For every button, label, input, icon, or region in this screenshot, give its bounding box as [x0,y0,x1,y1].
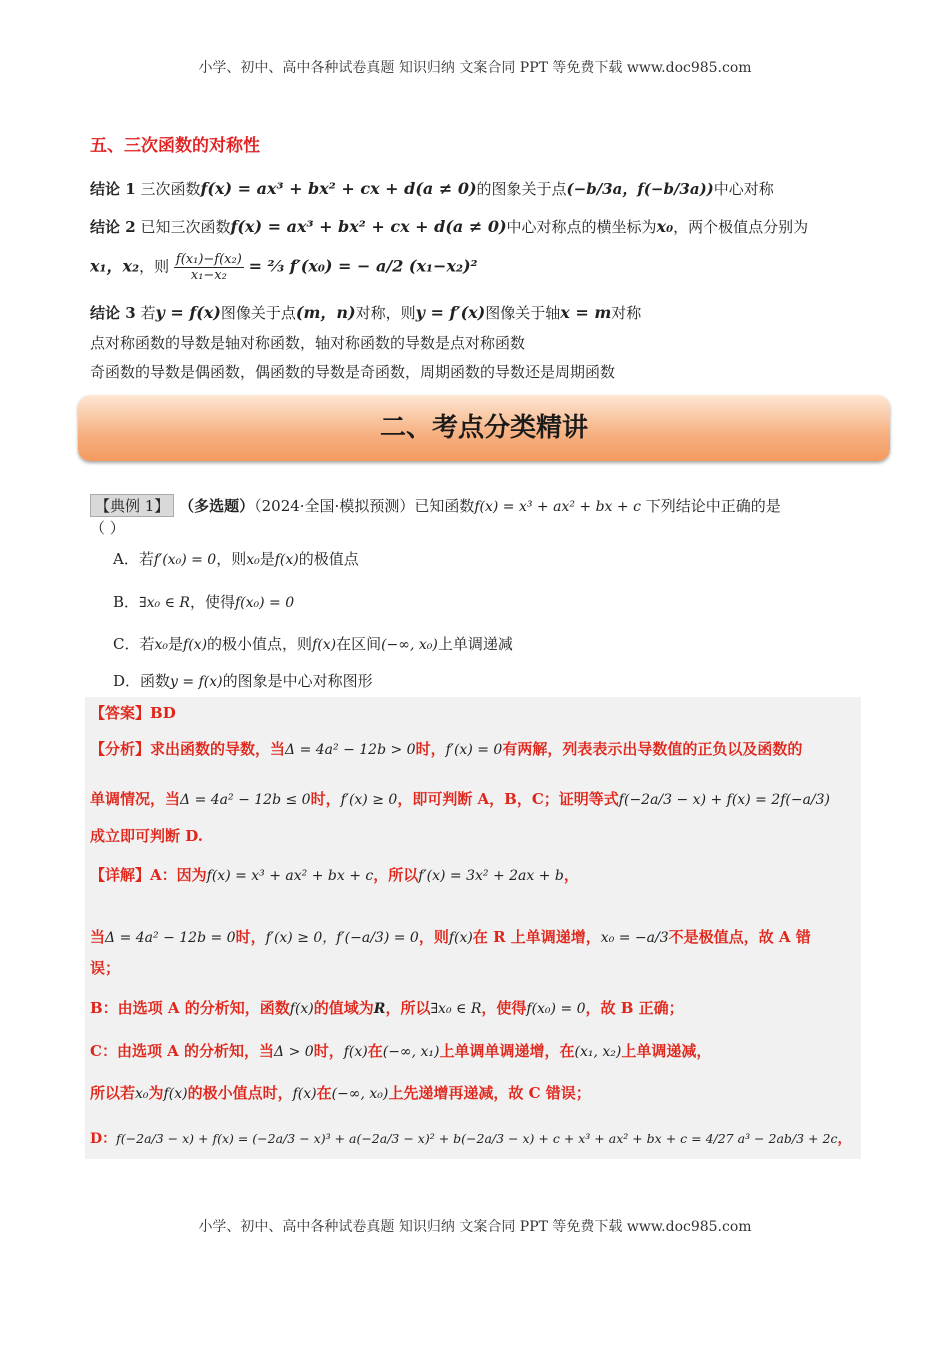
math: ∃x₀ ∈ R [139,595,190,611]
question: 下列结论中正确的是 [645,497,781,515]
text: 函数 [140,672,171,690]
text: ，所以 [373,866,419,884]
detail-label: 【详解】 [90,866,151,884]
text: ，所以 [385,999,431,1017]
denominator: x₁−x₂ [190,268,227,283]
formula: y = f′(x) [415,303,486,322]
analysis-label: 【分析】 [90,740,151,758]
math: x₀ [135,1086,149,1102]
page-header: 小学、初中、高中各种试卷真题 知识归纳 文案合同 PPT 等免费下载 www.doc985.com [198,60,752,76]
math: ∃x₀ ∈ R [430,1001,482,1017]
text: 的极值点 [298,550,359,568]
math: f′(x₀) = 0 [153,552,217,568]
detail-b [90,997,684,1018]
option-key: C． [113,635,140,653]
point: (m，n) [295,303,356,322]
text: 若 [138,550,154,568]
text: 在 R 上单调递增， [472,928,601,946]
text: 的极小值点时， [187,1084,293,1102]
text: ， [837,1131,852,1147]
math: f′(x) ≥ 0，f′(−a/3) = 0 [265,930,419,946]
text: 当 [90,928,106,946]
text: 在 [316,1084,332,1102]
x1-x2: x₁，x₂ [90,256,140,276]
text: 在区间 [336,635,382,653]
math: (−∞, x₀) [331,1086,389,1102]
text: D： [90,1131,117,1147]
text: 时， [313,1042,344,1060]
difference-quotient [174,252,244,283]
text: ，使得 [481,999,527,1017]
math: f(x) = x³ + ax² + bx + c [206,868,374,884]
text: ，则 [139,257,170,276]
text: 是 [259,550,275,568]
text: ，即可判断 A，B，C；证明等式 [397,790,619,808]
text: 上单调递减， [621,1042,712,1060]
text: 的图象是中心对称图形 [222,672,373,690]
text: 若 [140,304,156,322]
math: f(−2a/3 − x) + f(x) = 2f(−a/3) [618,792,831,808]
math: Δ = 4a² − 12b ≤ 0 [180,792,311,808]
text: 上单调单调递增，在 [439,1042,575,1060]
option-a [113,548,359,569]
center-point: (−b/3a，f(−b/3a)) [566,180,714,198]
text: ， [563,866,579,884]
equation: = ⅔ f′(x₀) = − a/2 (x₁−x₂)² [248,256,478,276]
text: ，则 [216,550,247,568]
math: f′(x) ≥ 0 [340,792,398,808]
text: 中心对称 [713,180,774,198]
answer-value: BD [150,704,176,722]
text: 的图象关于点 [476,180,567,198]
example-header [90,494,781,517]
page-footer: 小学、初中、高中各种试卷真题 知识归纳 文案合同 PPT 等免费下载 www.doc985.com [198,1219,752,1235]
text: A：因为 [150,866,207,884]
text: 对称 [611,304,642,322]
analysis-line-1 [90,738,802,759]
text: 时， [235,928,266,946]
math: x₀ [246,552,260,568]
text: 求出函数的导数，当 [150,740,286,758]
text: 所以若 [90,1084,136,1102]
text: 已知三次函数 [140,218,231,236]
math: x₀ [154,637,169,653]
text: 上单调递减 [437,635,513,653]
math: (−∞, x₁) [382,1044,440,1060]
detail-a-1 [90,864,579,885]
note-2: 奇函数的导数是偶函数，偶函数的导数是奇函数，周期函数的导数还是周期函数 [90,363,616,381]
answer-paren: （ ） [90,519,125,537]
analysis-line-3: 成立即可判断 D. [90,827,203,845]
math: f(x₀) = 0 [234,595,295,611]
text: ，故 B 正确； [585,999,684,1017]
answer-line [90,702,176,723]
text: 在 [367,1042,383,1060]
conclusion-1-label: 结论 1 [90,180,136,198]
conclusion-1 [90,178,774,199]
math: f(x) [183,637,208,653]
detail-c-1 [90,1040,711,1061]
analysis-line-2 [90,788,830,809]
math: f(x₀) = 0 [526,1001,586,1017]
text: 中心对称点的横坐标为 [506,218,657,236]
detail-a-2 [90,926,811,947]
math: Δ > 0 [274,1044,314,1060]
math: Δ = 4a² − 12b > 0 [285,742,416,758]
numerator: f(x₁)−f(x₂) [175,252,242,267]
formula: y = f(x) [155,303,221,322]
math: (x₁, x₂) [574,1044,622,1060]
formula: f(x) = ax³ + bx² + cx + d(a ≠ 0) [200,179,477,198]
option-c [113,633,513,654]
conclusion-3-label: 结论 3 [90,304,136,322]
question-type: （多选题） [179,497,255,515]
text: B：由选项 A 的分析知，函数 [90,999,290,1017]
math: f(x) [289,1001,314,1017]
conclusion-2-cont [90,252,478,283]
function: f(x) = x³ + ax² + bx + c [474,499,641,515]
text: 图像关于点 [220,304,296,322]
section-title: 五、三次函数的对称性 [90,136,260,156]
x0: x₀ [656,217,674,236]
math: f(x) [163,1086,188,1102]
text: 单调情况，当 [90,790,181,808]
math: R [373,1001,386,1017]
math: f(−2a/3 − x) + f(x) = (−2a/3 − x)³ + a(−2a/3 − x)² + b(−2a/3 − x) + c + x³ + ax² + bx + c = 4/27 a³ − 2ab/3 + 2c [116,1131,838,1146]
option-key: D． [113,672,141,690]
math: Δ = 4a² − 12b = 0 [105,930,236,946]
text: ，则 [418,928,449,946]
math: f(x) [448,930,473,946]
conclusion-2-label: 结论 2 [90,218,136,236]
answer-label: 【答案】 [90,704,151,722]
math: y = f(x) [170,674,223,690]
math: f(x) [312,637,337,653]
text: 有两解，列表表示出导数值的正负以及函数的 [502,740,803,758]
math: x₀ = −a/3 [600,930,669,946]
text: 图像关于轴 [485,304,561,322]
text: ，两个极值点分别为 [673,218,809,236]
math: f(x) [343,1044,368,1060]
math: f(x) [274,552,299,568]
axis: x = m [560,303,612,322]
text: 时， [415,740,446,758]
text: ，使得 [189,593,235,611]
option-d [113,670,373,691]
text: 的值域为 [313,999,374,1017]
math: f(x) [292,1086,317,1102]
text: C：由选项 A 的分析知，当 [90,1042,275,1060]
example-label: 【典例 1】 [90,494,174,517]
detail-d [90,1128,851,1148]
text: 三次函数 [140,180,201,198]
text: 的极小值点，则 [207,635,313,653]
text: 是 [168,635,184,653]
conclusion-3 [90,300,641,323]
formula: f(x) = ax³ + bx² + cx + d(a ≠ 0) [230,217,507,236]
text: 上先递增再递减，故 C 错误； [388,1084,591,1102]
text: 不是极值点，故 A 错 [668,928,811,946]
option-b [113,591,294,612]
text: 对称，则 [355,304,416,322]
section-banner: 二、考点分类精讲 [78,395,890,461]
text: 为 [148,1084,164,1102]
text: 若 [139,635,155,653]
option-key: B． [113,593,140,611]
detail-a-3: 误； [90,959,121,977]
math: (−∞, x₀) [381,637,438,653]
text: 时， [310,790,341,808]
option-key: A． [113,550,139,568]
note-1: 点对称函数的导数是轴对称函数，轴对称函数的导数是点对称函数 [90,334,526,352]
math: f′(x) = 0 [445,742,503,758]
detail-c-2 [90,1082,591,1103]
conclusion-2 [90,216,808,237]
math: f′(x) = 3x² + 2ax + b [418,868,564,884]
source: （2024·全国·模拟预测）已知函数 [254,497,475,515]
